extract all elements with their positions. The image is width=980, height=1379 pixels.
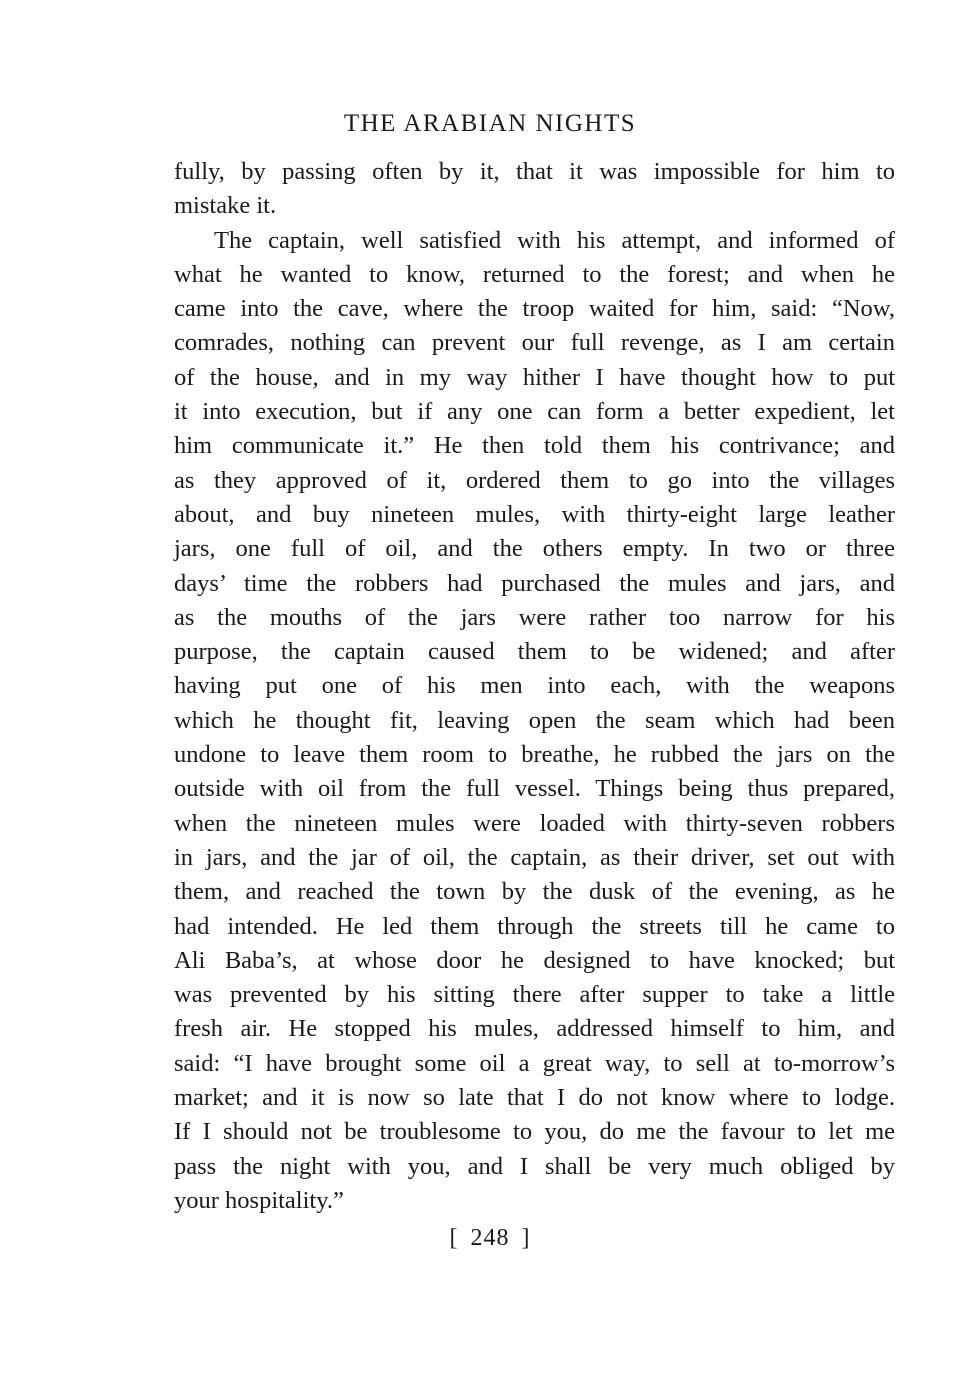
text-line: pass the night with you, and I shall be very much obliged by: [174, 1152, 895, 1180]
text-line: comrades, nothing can prevent our full revenge, as I am certain: [174, 329, 895, 357]
text-line: The captain, well satisfied with his attempt, and informed of: [214, 226, 895, 254]
text-line: as they approved of it, ordered them to go into the villages: [174, 466, 895, 494]
text-line: Ali Baba’s, at whose door he designed to have knocked; but: [174, 946, 895, 974]
text-line: market; and it is now so late that I do not know where to lodge.: [174, 1084, 895, 1112]
text-line: them, and reached the town by the dusk of the evening, as he: [174, 878, 895, 906]
text-line: days’ time the robbers had purchased the mules and jars, and: [174, 569, 895, 597]
right-bracket: ]: [521, 1225, 531, 1251]
text-line: what he wanted to know, returned to the forest; and when he: [174, 260, 895, 288]
page-number: 248: [470, 1225, 510, 1251]
text-line: If I should not be troublesome to you, do me the favour to let me: [174, 1118, 895, 1146]
text-line: undone to leave them room to breathe, he rubbed the jars on the: [174, 741, 895, 769]
text-line: as the mouths of the jars were rather too narrow for his: [174, 603, 895, 631]
text-line: said: “I have brought some oil a great way, to sell at to-morrow’s: [174, 1049, 895, 1077]
text-line: had intended. He led them through the streets till he came to: [174, 912, 895, 940]
left-bracket: [: [449, 1225, 459, 1251]
text-line: your hospitality.”: [174, 1186, 344, 1214]
running-title: THE ARABIAN NIGHTS: [343, 110, 637, 137]
text-line: him communicate it.” He then told them his contrivance; and: [174, 432, 895, 460]
text-line: fully, by passing often by it, that it was impossible for him to: [174, 158, 895, 185]
text-line: purpose, the captain caused them to be widened; and after: [174, 638, 895, 666]
text-line: which he thought fit, leaving open the seam which had been: [174, 706, 895, 734]
text-line: it into execution, but if any one can form a better expedient, let: [174, 398, 895, 426]
text-line: in jars, and the jar of oil, the captain, as their driver, set out with: [174, 843, 895, 871]
text-line: came into the cave, where the troop waited for him, said: “Now,: [174, 295, 895, 323]
text-line: jars, one full of oil, and the others empty. In two or three: [174, 535, 895, 563]
text-line: was prevented by his sitting there after supper to take a little: [174, 981, 895, 1009]
text-line: outside with oil from the full vessel. Things being thus prepared,: [174, 775, 895, 803]
text-line: when the nineteen mules were loaded with thirty-seven robbers: [174, 809, 895, 837]
page-number-folio: [0, 1222, 980, 1254]
body-text: [174, 155, 895, 1218]
text-line: about, and buy nineteen mules, with thirty-eight large leather: [174, 500, 895, 528]
text-line: of the house, and in my way hither I have thought how to put: [174, 363, 895, 391]
text-line: having put one of his men into each, with the weapons: [174, 672, 895, 700]
text-line: fresh air. He stopped his mules, addressed himself to him, and: [174, 1015, 895, 1043]
text-line: mistake it.: [174, 192, 277, 220]
